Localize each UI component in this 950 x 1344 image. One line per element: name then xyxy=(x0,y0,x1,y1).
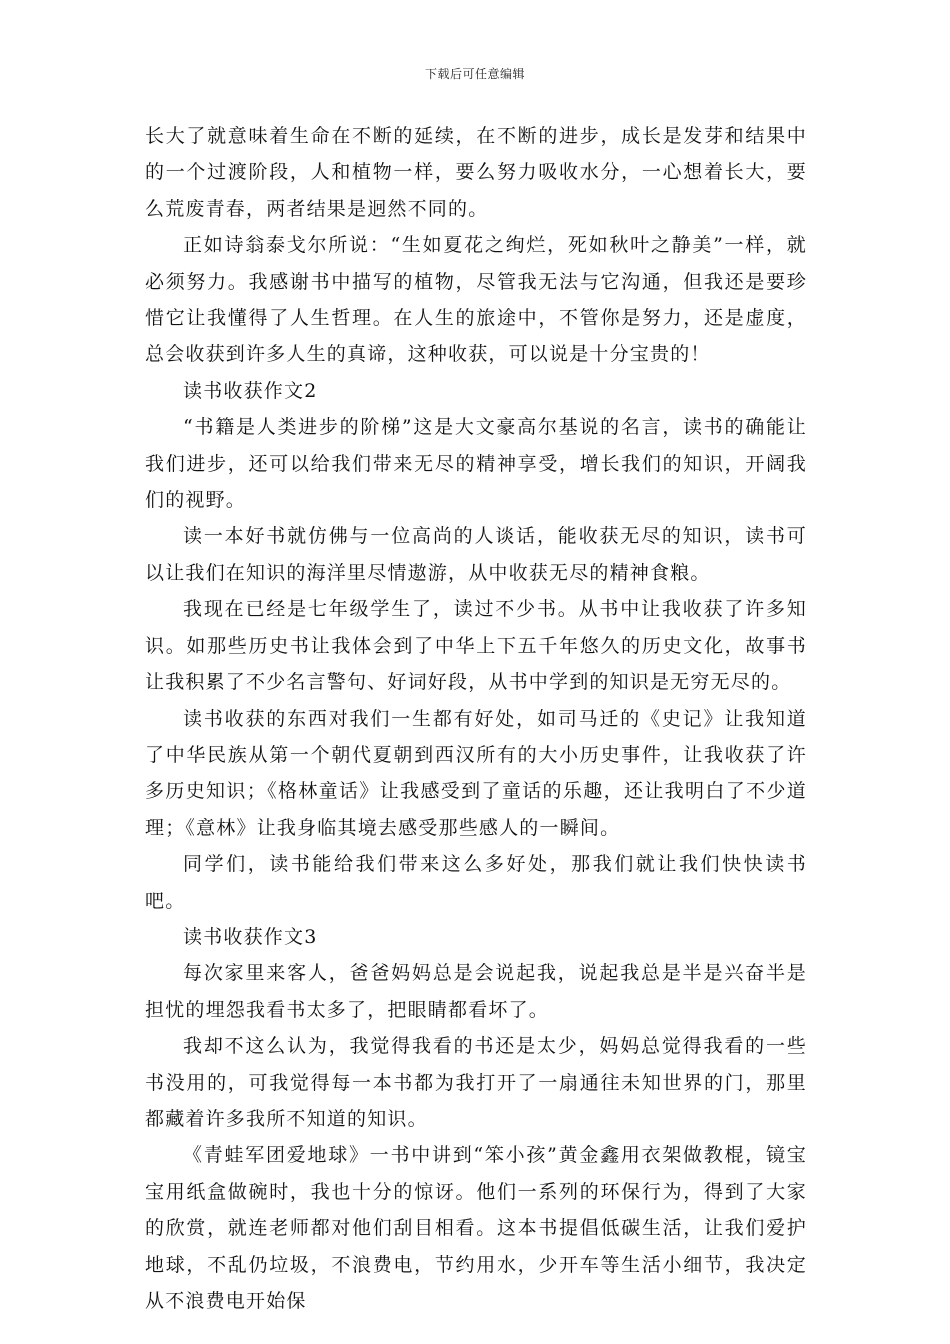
paragraph-6: 读书收获的东西对我们一生都有好处，如司马迁的《史记》让我知道了中华民族从第一个朝代夏朝到西汉所有的大小历史事件，让我收获了许多历史知识；《格林童话》让我感受到了童话的乐趣，还让我明白了不少道理；《意林》让我身临其境去感受那些感人的一瞬间。 xyxy=(145,707,807,839)
paragraph-10: 《青蛙军团爱地球》一书中讲到“笨小孩”黄金鑫用衣架做教棍，镜宝宝用纸盒做碗时，我也十分的惊讶。他们一系列的环保行为，得到了大家的欣赏，就连老师都对他们刮目相看。这本书提倡低碳生活，让我们爱护地球，不乱仍垃圾，不浪费电，节约用水，少开车等生活小细节，我决定从不浪费电开始保 xyxy=(145,1144,807,1312)
paragraph-1: 长大了就意味着生命在不断的延续，在不断的进步，成长是发芽和结果中的一个过渡阶段，人和植物一样，要么努力吸收水分，一心想着长大，要么荒废青春，两者结果是迥然不同的。 xyxy=(145,125,807,220)
paragraph-3: “书籍是人类进步的阶梯”这是大文豪高尔基说的名言，读书的确能让我们进步，还可以给我们带来无尽的精神享受，增长我们的知识，开阔我们的视野。 xyxy=(145,416,807,512)
paragraph-9: 我却不这么认为，我觉得我看的书还是太少，妈妈总觉得我看的一些书没用的，可我觉得每一本书都为我打开了一扇通往未知世界的门，那里都藏着许多我所不知道的知识。 xyxy=(145,1035,807,1130)
paragraph-4: 读一本好书就仿佛与一位高尚的人谈话，能收获无尽的知识，读书可以让我们在知识的海洋里尽情遨游，从中收获无尽的精神食粮。 xyxy=(145,525,807,584)
paragraph-8: 每次家里来客人，爸爸妈妈总是会说起我，说起我总是半是兴奋半是担忧的埋怨我看书太多了，把眼睛都看坏了。 xyxy=(145,962,807,1021)
section-heading-2: 读书收获作文2 xyxy=(183,379,318,402)
section-heading-3: 读书收获作文3 xyxy=(183,925,318,948)
page-header: 下载后可任意编辑 xyxy=(424,67,525,81)
document-body xyxy=(145,118,807,1319)
paragraph-2: 正如诗翁泰戈尔所说：“生如夏花之绚烂，死如秋叶之静美”一样，就必须努力。我感谢书中描写的植物，尽管我无法与它沟通，但我还是要珍惜它让我懂得了人生哲理。在人生的旅途中，不管你是努力，还是虚度，总会收获到许多人生的真谛，这种收获，可以说是十分宝贵的！ xyxy=(145,234,807,366)
paragraph-7: 同学们，读书能给我们带来这么多好处，那我们就让我们快快读书吧。 xyxy=(145,853,807,912)
paragraph-5: 我现在已经是七年级学生了，读过不少书。从书中让我收获了许多知识。如那些历史书让我体会到了中华上下五千年悠久的历史文化，故事书让我积累了不少名言警句、好词好段，从书中学到的知识是无穷无尽的。 xyxy=(145,598,807,694)
